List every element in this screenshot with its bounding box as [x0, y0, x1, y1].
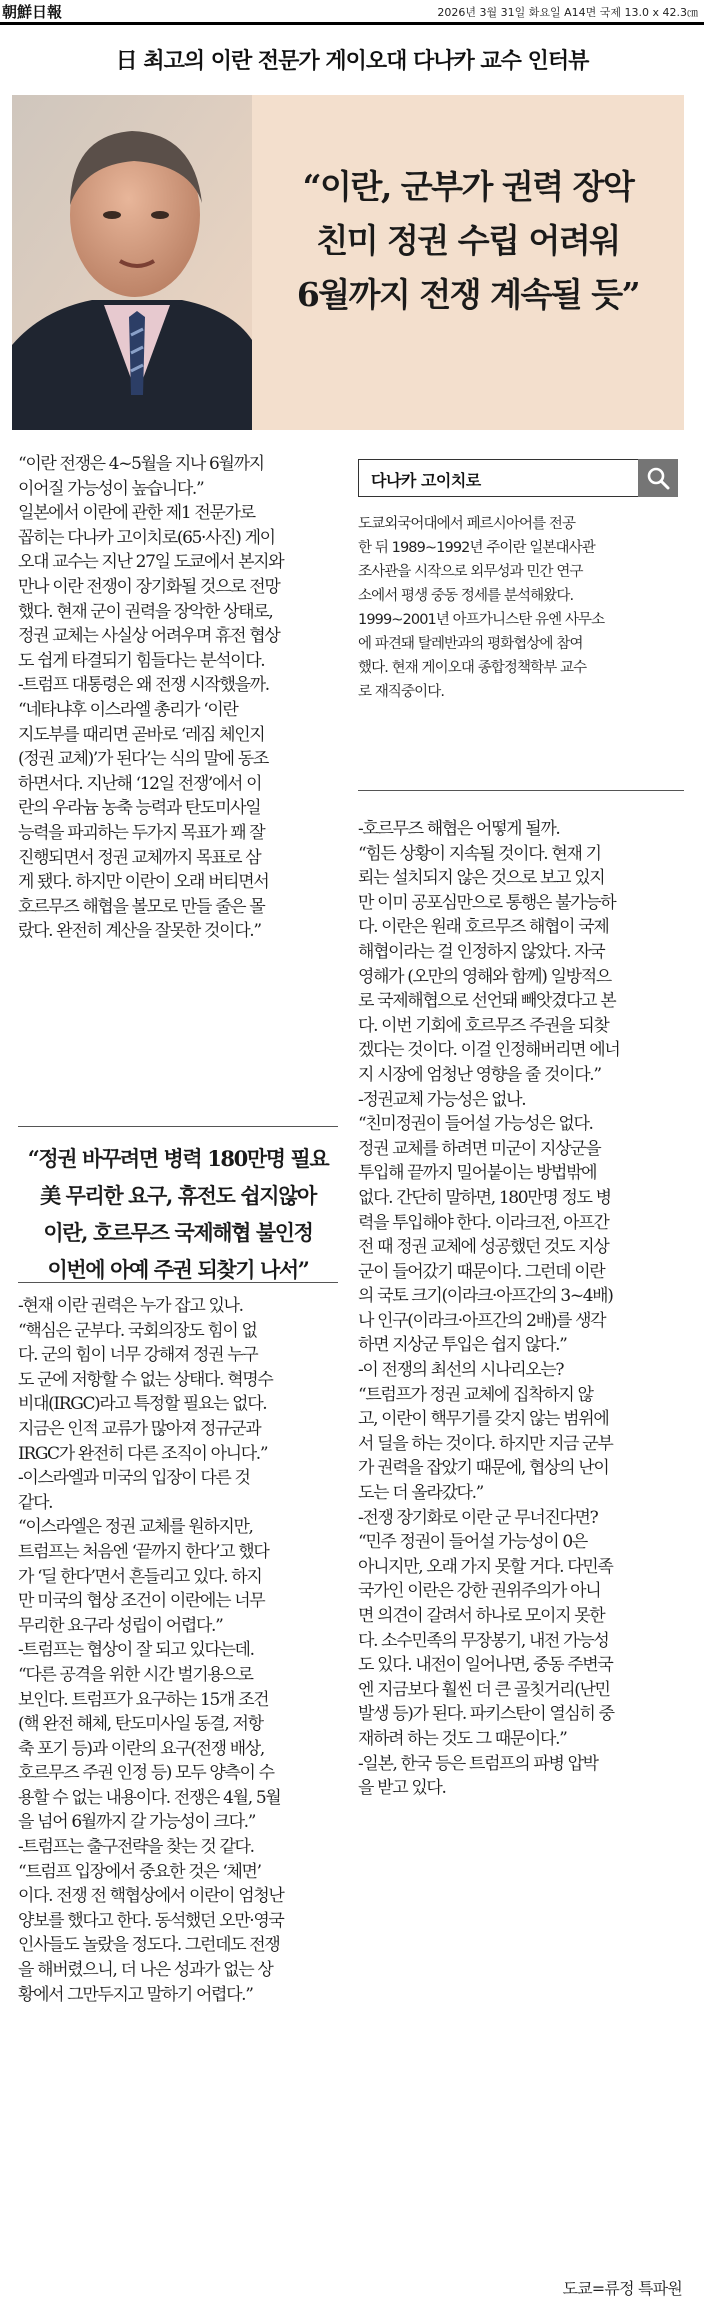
- paragraph: “이스라엘은 정권 교체를 원하지만, 트럼프는 처음엔 ‘끝까지 한다’고 했다 가 ‘딜 한다’면서 흔들리고 있다. 하지 만 미국의 협상 조건이 이란에는 너무 무리한 요구라 성립이 어렵다.”: [18, 1517, 269, 1636]
- paragraph: “트럼프 입장에서 중요한 것은 ‘체면’ 이다. 전쟁 전 핵협상에서 이란이 엄청난 양보를 했다고 한다. 동석했던 오만·영국 인사들도 놀랐을 정도다. 그런데도 전쟁 을 해버렸으니, 더 나은 성과가 없는 상 황에서 그만두지고 말하기 어렵다.”: [18, 1861, 284, 2005]
- byline: 도쿄=류정 특파원: [562, 2279, 682, 2298]
- paragraph: -일본, 한국 등은 트럼프의 파병 압박 을 받고 있다.: [358, 1753, 598, 1799]
- bio-divider: [358, 790, 684, 791]
- headline-line: “이란, 군부가 권력 장악: [302, 167, 634, 206]
- paragraph: “트럼프가 정권 교체에 집착하지 않 고, 이란이 핵무기를 갖지 않는 범위에 서 딜을 하는 것이다. 하지만 지금 군부 가 권력을 잡았기 때문에, 협상의 난이 도는 더 올라갔다.”: [358, 1384, 613, 1504]
- headline-line: 6월까지 전쟁 계속될 듯”: [296, 275, 640, 314]
- paragraph: “힘든 상황이 지속될 것이다. 현재 기 뢰는 설치되지 않은 것으로 보고 있지 만 이미 공포심만으로 통행은 불가능하 다. 이란은 원래 호르무즈 해협이 국제 해협이라는 걸 인정하지 않았다. 자국 영해가 (오만의 영해와 함께) 일방적으 로 국제해협으로 선언돼 빼앗겼다고 본 다. 이번 기회에 호르무즈 주권을 되찾 겠다는 것이다. 이걸 인정해버리면 에너 지 시장에 엄청난 영향을 줄 것이다.”: [358, 843, 620, 1085]
- search-icon: [646, 466, 670, 490]
- publication-info: 2026년 3월 31일 화요일 A14면 국제 13.0 x 42.3㎝: [437, 6, 698, 19]
- paragraph: “네타냐후 이스라엘 총리가 ‘이란 지도부를 때리면 곧바로 ‘레짐 체인지 (정권 교체)’가 된다’는 식의 말에 동조 하면서다. 지난해 ‘12일 전쟁’에서 이 란의 우라늄 농축 능력과 탄도미사일 능력을 파괴하는 두가지 목표가 꽤 잘 진행되면서 정권 교체까지 목표로 삼 게 됐다. 하지만 이란이 오래 버티면서 호르무즈 해협을 볼모로 만들 줄은 몰 랐다. 완전히 계산을 잘못한 것이다.”: [18, 699, 269, 942]
- article-column-left-top: [18, 452, 338, 944]
- profile-bio: 도쿄외국어대에서 페르시아어를 전공 한 뒤 1989~1992년 주이란 일본대사관 조사관을 시작으로 외무성과 민간 연구 소에서 평생 중동 정세를 분석해왔다. 1999~2001년 아프가니스탄 유엔 사무소 에 파견돼 탈레반과의 평화협상에 참여 했다. 현재 게이오대 종합정책학부 교수 로 재직중이다.: [358, 516, 605, 700]
- paragraph: -이스라엘과 미국의 입장이 다른 것 같다.: [18, 1468, 250, 1513]
- article-column-left-bottom: [18, 1294, 338, 2007]
- headline: [252, 160, 684, 322]
- interviewee-photo: [12, 95, 252, 430]
- paragraph: -호르무즈 해협은 어떻게 될까.: [358, 819, 560, 839]
- pull-quote-line: 이번에 아예 주권 되찾기 나서”: [47, 1257, 309, 1282]
- paragraph: “이란 전쟁은 4~5월을 지나 6월까지 이어질 가능성이 높습니다.”: [18, 454, 264, 499]
- pull-quote-line: 이란, 호르무즈 국제해협 불인정: [43, 1220, 313, 1245]
- pull-quote-line: “정권 바꾸려면 병력 180만명 필요: [27, 1146, 329, 1171]
- paragraph: “다른 공격을 위한 시간 벌기용으로 보인다. 트럼프가 요구하는 15개 조건 (핵 완전 해체, 탄도미사일 동결, 저항 축 포기 등)과 이란의 요구(전쟁 배상, 호르무즈 주권 인정 등) 모두 양측이 수 용할 수 없는 내용이다. 전쟁은 4월, 5월 을 넘어 6월까지 갈 가능성이 크다.”: [18, 1664, 281, 1833]
- paragraph: “민주 정권이 들어설 가능성이 0은 아니지만, 오래 가지 못할 거다. 다민족 국가인 이란은 강한 권위주의가 아니 면 의견이 갈려서 하나로 모이지 못한 다. 소수민족의 무장봉기, 내전 가능성 도 있다. 내전이 일어나면, 중동 주변국 엔 지금보다 훨씬 더 큰 골칫거리(난민 발생 등)가 된다. 파키스탄이 열심히 중 재하려 하는 것도 그 때문이다.”: [358, 1532, 614, 1749]
- headline-line: 친미 정권 수립 어려워: [316, 221, 620, 260]
- paragraph: -트럼프는 출구전략을 찾는 것 같다.: [18, 1837, 254, 1858]
- pull-quote-rule-top: [18, 1126, 338, 1127]
- newspaper-logo: 朝鮮日報: [2, 3, 63, 21]
- pull-quote-rule-bottom: [18, 1282, 338, 1283]
- paragraph: -정권교체 가능성은 없나.: [358, 1089, 526, 1110]
- search-box[interactable]: [358, 459, 678, 497]
- paragraph: -전쟁 장기화로 이란 군 무너진다면?: [358, 1507, 598, 1528]
- paragraph: -이 전쟁의 최선의 시나리오는?: [358, 1360, 564, 1381]
- pull-quote: [18, 1140, 338, 1288]
- paragraph: “핵심은 군부다. 국회의장도 힘이 없 다. 군의 힘이 너무 강해져 정권 누구 도 군에 저항할 수 없는 상태다. 혁명수 비대(IRGC)라고 특정할 필요는 없다. 지금은 인적 교류가 많아져 정규군과 IRGC가 완전히 다른 조직이 아니다.”: [18, 1320, 273, 1464]
- hero-banner: [12, 95, 684, 430]
- paragraph: -트럼프는 협상이 잘 되고 있다는데.: [18, 1640, 254, 1661]
- paragraph: 일본에서 이란에 관한 제1 전문가로 꼽히는 다나카 고이치로(65·사진) 게이 오대 교수는 지난 27일 도쿄에서 본지와 만나 이란 전쟁이 장기화될 것으로 전망 했다. 현재 군이 권력을 장악한 상태로, 정권 교체는 사실상 어려우며 휴전 협상 도 쉽게 타결되기 힘들다는 분석이다.: [18, 503, 284, 671]
- masthead-rule: [0, 22, 704, 25]
- search-query-text[interactable]: 다나카 고이치로: [371, 471, 481, 490]
- article-kicker: 日 최고의 이란 전문가 게이오대 다나카 교수 인터뷰: [115, 49, 589, 74]
- paragraph: -현재 이란 권력은 누가 잡고 있나.: [18, 1296, 243, 1316]
- paragraph: “친미정권이 들어설 가능성은 없다. 정권 교체를 하려면 미군이 지상군을 투입해 끝까지 밀어붙이는 방법밖에 없다. 간단히 말하면, 180만명 정도 병 력을 투입해야 한다. 이라크전, 아프간 전 때 정권 교체에 성공했던 것도 지상 군이 들어갔기 때문이다. 그런데 이란 의 국토 크기(이라크·아프간의 3~4배) 나 인구(이라크·아프간의 2배)를 생각 하면 지상군 투입은 쉽지 않다.”: [358, 1114, 613, 1356]
- search-button[interactable]: [638, 459, 678, 497]
- paragraph: -트럼프 대통령은 왜 전쟁 시작했을까.: [18, 675, 269, 696]
- article-column-right: [358, 817, 684, 1801]
- masthead: [0, 0, 704, 22]
- pull-quote-line: 美 무리한 요구, 휴전도 쉽지않아: [40, 1183, 316, 1208]
